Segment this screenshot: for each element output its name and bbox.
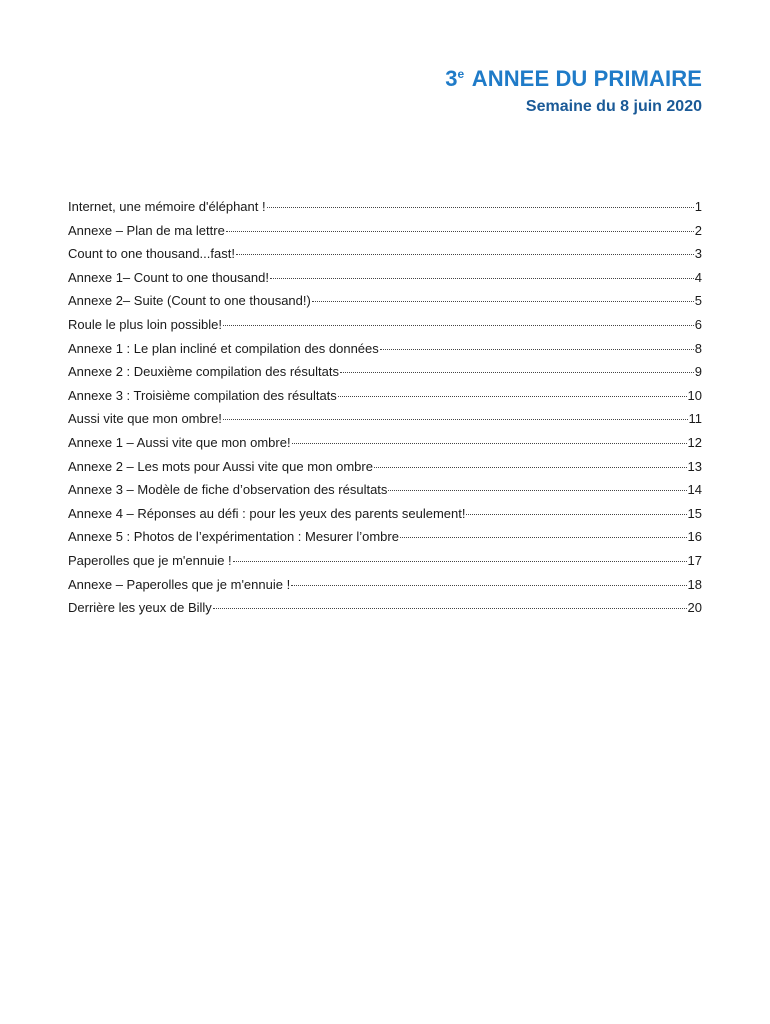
toc-entry-page-number: 16 [687,529,702,545]
toc-entry-label: Internet, une mémoire d'éléphant ! [68,199,266,214]
toc-entry-page-number: 15 [687,505,702,521]
toc-entry-page-number: 8 [694,340,702,356]
toc-entry-page-number: 18 [687,576,702,592]
toc-dot-leader [466,513,686,515]
toc-entry-page-number: 6 [694,316,702,332]
toc-entry[interactable] [68,553,702,577]
toc-entry-label: Annexe 2 : Deuxième compilation des résultats [68,364,339,380]
toc-entry[interactable] [68,459,702,483]
toc-entry[interactable] [68,600,702,624]
toc-entry-page-number: 12 [687,434,702,450]
toc-entry-page-number: 10 [687,387,702,403]
toc-dot-leader [380,348,694,350]
toc-entry-label: Derrière les yeux de Billy [68,600,212,616]
title-number: 3 [445,66,458,91]
toc-entry-label: Annexe 1 : Le plan incliné et compilation des données [68,340,379,356]
toc-dot-leader [226,230,694,232]
toc-entry-label: Annexe 3 – Modèle de fiche d’observation des résultats [68,482,388,498]
toc-entry[interactable] [68,506,702,530]
toc-dot-leader [236,253,694,255]
toc-dot-leader [400,536,687,538]
title-text: ANNEE DU PRIMAIRE [471,66,702,91]
toc-entry-label: Count to one thousand...fast! [68,246,235,262]
toc-entry-page-number: 9 [694,364,702,380]
toc-entry-page-number: 4 [694,269,702,285]
toc-dot-leader [292,442,687,444]
toc-entry-page-number: 17 [687,552,702,568]
toc-dot-leader [213,607,687,609]
toc-dot-leader [291,584,686,586]
toc-dot-leader [312,300,694,302]
toc-dot-leader [338,395,687,397]
toc-entry-page-number: 11 [688,411,702,427]
toc-dot-leader [233,560,687,562]
toc-entry-page-number: 2 [694,222,702,238]
toc-dot-leader [223,418,688,420]
toc-dot-leader [270,277,694,279]
toc-entry-label: Annexe – Plan de ma lettre [68,222,225,238]
toc-entry[interactable] [68,341,702,365]
toc-dot-leader [267,206,694,208]
toc-entry[interactable] [68,270,702,294]
toc-entry-page-number: 1 [694,199,702,214]
page-title [445,64,702,94]
toc-entry[interactable] [68,388,702,412]
toc-entry-page-number: 3 [694,246,702,262]
toc-entry[interactable] [68,293,702,317]
toc-entry-page-number: 13 [687,458,702,474]
toc-entry-label: Annexe 1 – Aussi vite que mon ombre! [68,434,291,450]
toc-entry-label: Paperolles que je m'ennuie ! [68,552,232,568]
toc-dot-leader [340,371,694,373]
toc-entry[interactable] [68,411,702,435]
toc-entry[interactable] [68,435,702,459]
toc-entry-page-number: 5 [694,293,702,309]
toc-entry-label: Aussi vite que mon ombre! [68,411,222,427]
toc-entry[interactable] [68,246,702,270]
table-of-contents [68,199,702,624]
toc-entry-label: Annexe 2– Suite (Count to one thousand!) [68,293,311,309]
toc-entry-page-number: 14 [687,482,702,498]
toc-entry[interactable] [68,529,702,553]
toc-entry-label: Annexe 5 : Photos de l’expérimentation : Mesurer l’ombre [68,529,399,545]
toc-entry-label: Annexe – Paperolles que je m'ennuie ! [68,576,291,592]
toc-entry[interactable] [68,577,702,601]
toc-entry[interactable] [68,364,702,388]
toc-entry-label: Annexe 4 – Réponses au défi : pour les yeux des parents seulement! [68,505,466,521]
toc-dot-leader [388,489,686,491]
title-ordinal: e [457,66,465,81]
toc-entry[interactable] [68,317,702,341]
toc-dot-leader [374,466,687,468]
toc-entry-label: Annexe 2 – Les mots pour Aussi vite que mon ombre [68,458,373,474]
toc-entry-label: Annexe 3 : Troisième compilation des résultats [68,387,337,403]
toc-entry-label: Annexe 1– Count to one thousand! [68,269,269,285]
toc-entry[interactable] [68,199,702,223]
toc-entry-page-number: 20 [687,600,702,616]
toc-entry[interactable] [68,482,702,506]
document-header [445,64,702,119]
page-subtitle: Semaine du 8 juin 2020 [525,98,702,115]
toc-dot-leader [223,324,694,326]
toc-entry[interactable] [68,223,702,247]
toc-entry-label: Roule le plus loin possible! [68,316,222,332]
